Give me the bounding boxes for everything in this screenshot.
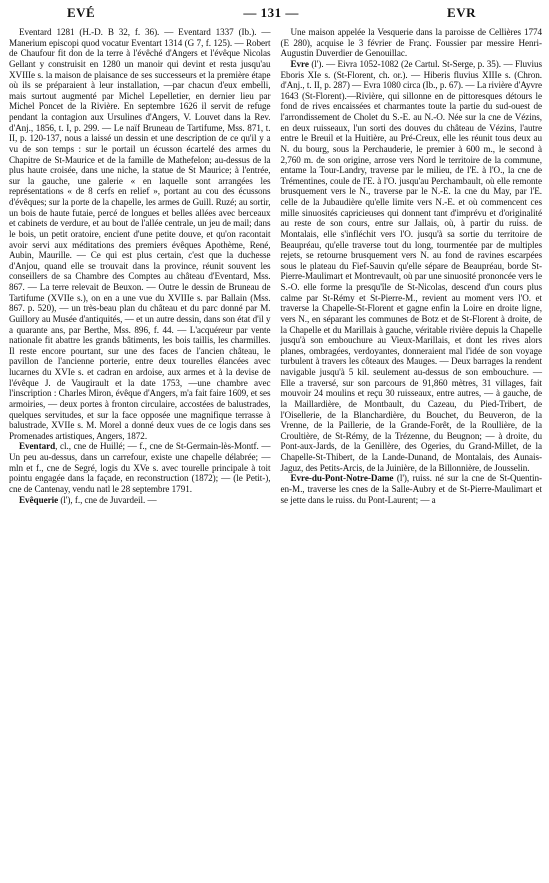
entry-eventard <box>9 441 271 494</box>
header-right-word: EVR <box>447 5 476 20</box>
entry-headword: Evre-du-Pont-Notre-Dame <box>290 473 394 484</box>
entry-evre <box>281 59 543 473</box>
entry-text: (l'). — Eivra 1052-1082 (2e Cartul. St-Serge, p. 35). — Fluvius Eboris XIe s. (St-Florent, ch. or.). — Hiberis fluvius XIIIe s. (Chron. d'Anj., t. II, p. 287) — Evra 1080 circa (Ib., p. 67). — La rivière d'Ayvre 1643 (St-Florent).—Rivière, qui sillonne en de pittoresques détours le fond de rives encaissées et charmantes toute la partie du sud-ouest de l'arrondissement de Cholet du S.-E. au N.-O. Née sur la cne de Vézins, en deux ruisseaux, l'un sorti des douves du château de Vézins, l'autre entre le Breuil et la Huitière, au Pré-Creux, elle les réunit tous deux au N. du bourg, sous la Perchauderie, le premier à 600 m., le second à 2,760 m. de son origine, arrose vers Nord le territoire de la commune, entame la Tour-Landry, traverse par le milieu, de l'E. à l'O., la cne de Trémentines, coule de l'E. à l'O. jusqu'au Perchambault, où elle remonte brusquement vers le N., traverse par le N.-E. la cne du May, par l'E. celle de la Jubaudière qu'elle limite vers N.-E. et où commencent ces mille sinuosités capricieuses qui donnent tant d'imprévu et d'originalité au reste de son cours, entre sur Jallais, où, à partir du ruiss. de Montalais, elle s'infléchit vers l'O. jusqu'à sa sortie du territoire de Beaupréau, qu'elle traverse tout du long, tourmentée par de multiples rejets, se retourne brusquement vers N. au fond de ravines escarpées sous le plateau du Fief-Sauvin qu'elle sépare de Beaupréau, borde St-Pierre-Maulimart et Montrevault, où par une sinuosité prononcée vers le S.-O. elle forme la presqu'île de St-Nicolas, descend d'un cours plus calme par St-Rémy et St-Pierre-M., revient au moment vers l'O. et traverse la Chapelle-St-Florent et gagne enfin la Loire en droite ligne, vers N., en séparant les communes de Botz et de St-Florent à droite, de la Chapelle et du Marillais à gauche, véritable rivière depuis la Chapelle jusqu'à son embouchure au Vieux-Marillais, et dont les rives alors planes, ombragées, verdoyantes, donneraient mal l'idée de son voyage turbulent à travers les côteaux des Mauges. — Deux barrages la rendent navigable jusqu'à 5 kil. seulement au-dessus de son embouchure. — Elle a traversé, sur son parcours de 91,860 mètres, 31 villages, fait mouvoir 24 moulins et reçu 30 ruisseaux, entre autres, — à gauche, de la Maillardière, de Montbault, du Cazeau, du Pied-Tribert, de l'Oisellerie, de la Blanchardière, du Bouchet, du Beuveron, de la Vrenne, de la Paillerie, de la Grande-Forêt, de la Roullière, de la Croultière, de St-Rémy, de la Trézenne, du Beugnon; — à droite, du Pont-aux-Jards, de la Genillère, des Ogeries, du Grand-Millet, de la Chapelle-St-Thibert, de la Lande-Dunand, de Montalais, des Aunais-Jaguz, des Petits-Arcis, de la Juinière, de la Billonnière, de Jousselin. <box>280 58 542 473</box>
entry-evequerie <box>9 495 271 506</box>
page-header <box>9 5 542 27</box>
entry-headword: Eventard <box>19 441 56 452</box>
entry-headword: Evêquerie <box>19 494 59 505</box>
entry-headword: Evre <box>290 58 309 69</box>
entry-text: (l'), ruiss. né sur la cne de St-Quentin-en-M., traverse les cnes de la Salle-Aubry et de St-Pierre-Maulimart et se jette dans le ruiss. du Pont-Laurent; — a <box>280 473 542 505</box>
page-number: — 131 — <box>243 5 299 20</box>
entry-text: Eventard 1281 (H.-D. B 32, f. 36). — Eventard 1337 (Ib.). — Manerium episcopi quod vocatur Eventart 1314 (G 7, f. 125). — Robert de Chaufour fit don de la terre à l'évêché d'Angers et l'évêque Nicolas Gellant y construisit en 1280 un manoir qui devint et resta jusqu'au XVIIIe s. la maison de plaisance de ses successeurs et la première étape où ils se préparaient à leur installation, —par chacun d'eux embelli, mais surtout augmenté par Michel Lepelletier, en dernier lieu par Michel Poncet de la Rivière. En septembre 1626 il servit de refuge pendant la contagion aux Ursulines d'Angers, V. Louvet dans la Rev. d'Anj., 1856, t. I, p. 299. — Le naïf Bruneau de Tartifume, Mss. 871, t. II, p. 120-137, nous a laissé un dessin et une description de ce qu'il y a vu de son temps : sur le portail un écusson écartelé des armes du Chapitre de St-Maurice et de la famille de Mathefelon; au-dessus de la plus haute croisée, dans une niche, la statue de St Maurice; à l'entrée, sur la gauche, une galerie « en laquelle sont arrangées les représentations « de 8 cerfs en relief », portant au cou des écussons d'évêques; sur la porte de la chapelle, les armes de Guill. Ruzé; au sortir, un bois de haute futaie, percé de longues et belles allées avec berceaux et cabinets de verdure, et au bout de l'allée centrale, un jeu de mail; dans le bois, un petit oratoire, encient d'une petite douve, et qu'on racontait avoir servi aux méditations des premiers évêques Apothème, René, Aubin, Maurille. — Ce qui est plus certain, c'est que la duchesse d'Anjou, quand elle se trouvait dans la province, réunit souvent les conseillers de sa Chambre des Comptes au château d'Eventard, Mss. 867. — La terre relevait de Beuxon. — Outre le dessin de Bruneau de Tartifume (XVIIe s.), on en a une vue du XVIIIe s. par Ballain (Mss. 867. p. 520), — un très-beau plan du château et du parc donné par M. Guillory au Musée d'antiquités, — et un autre dessin, dans son état d'il y a quarante ans, par Berthe, Mss. 896, f. 44. — L'acquéreur par vente nationale fit abattre les grands bâtiments, les bois taillis, les charmilles. Il reste encore pourtant, sur une des faces de l'ancien château, le pavillon de l'ancienne porterie, entre deux tourelles élancées avec lucarnes du XVIe s. et cadran en ardoise, aux armes et à la devise de l'évêque J. de Vaugirault et la date 1753, —une chambre avec l'inscription : Charles Miron, évêque d'Angers, m'a fait faire 1609, et ses armoiries, — deux portes à fronton circulaire, accostées de balustrades, quelques servitudes, et sur la face opposée une magnifique terrasse à balustrade, XVIIe s. M. Morel a donné deux vues de ce logis dans ses Promenades artistiques, Angers, 1872. <box>9 27 271 441</box>
entry-evre-du-pont-notre-dame <box>281 473 543 505</box>
entry-evequerie-continued <box>281 27 543 59</box>
entry-text: , cl., cne de Huillé; — f., cne de St-Germain-lès-Montf. — Un peu au-dessus, dans un carrefour, existe une chapelle délabrée; — mln et f., cne de Segré, logis du XVe s. avec tourelle principale à toit pointu engagée dans la façade, en reconstruction (1872); — (le Petit-), cne de Cantenay, vendu natl le 28 septembre 1791. <box>9 441 271 494</box>
right-column <box>281 27 543 505</box>
header-left-word: EVÉ <box>67 5 96 20</box>
entry-text: (l'), f., cne de Juvardeil. — <box>58 494 157 505</box>
left-column <box>9 27 271 505</box>
entry-text: Une maison appelée la Vesquerie dans la paroisse de Cellières 1774 (E 280), acquise le 3 février de Franç. Foussier par messire Henri-Augustin Duverdier de Genouillac. <box>280 27 542 59</box>
text-columns <box>9 27 542 505</box>
entry-eventard-history <box>9 27 271 441</box>
